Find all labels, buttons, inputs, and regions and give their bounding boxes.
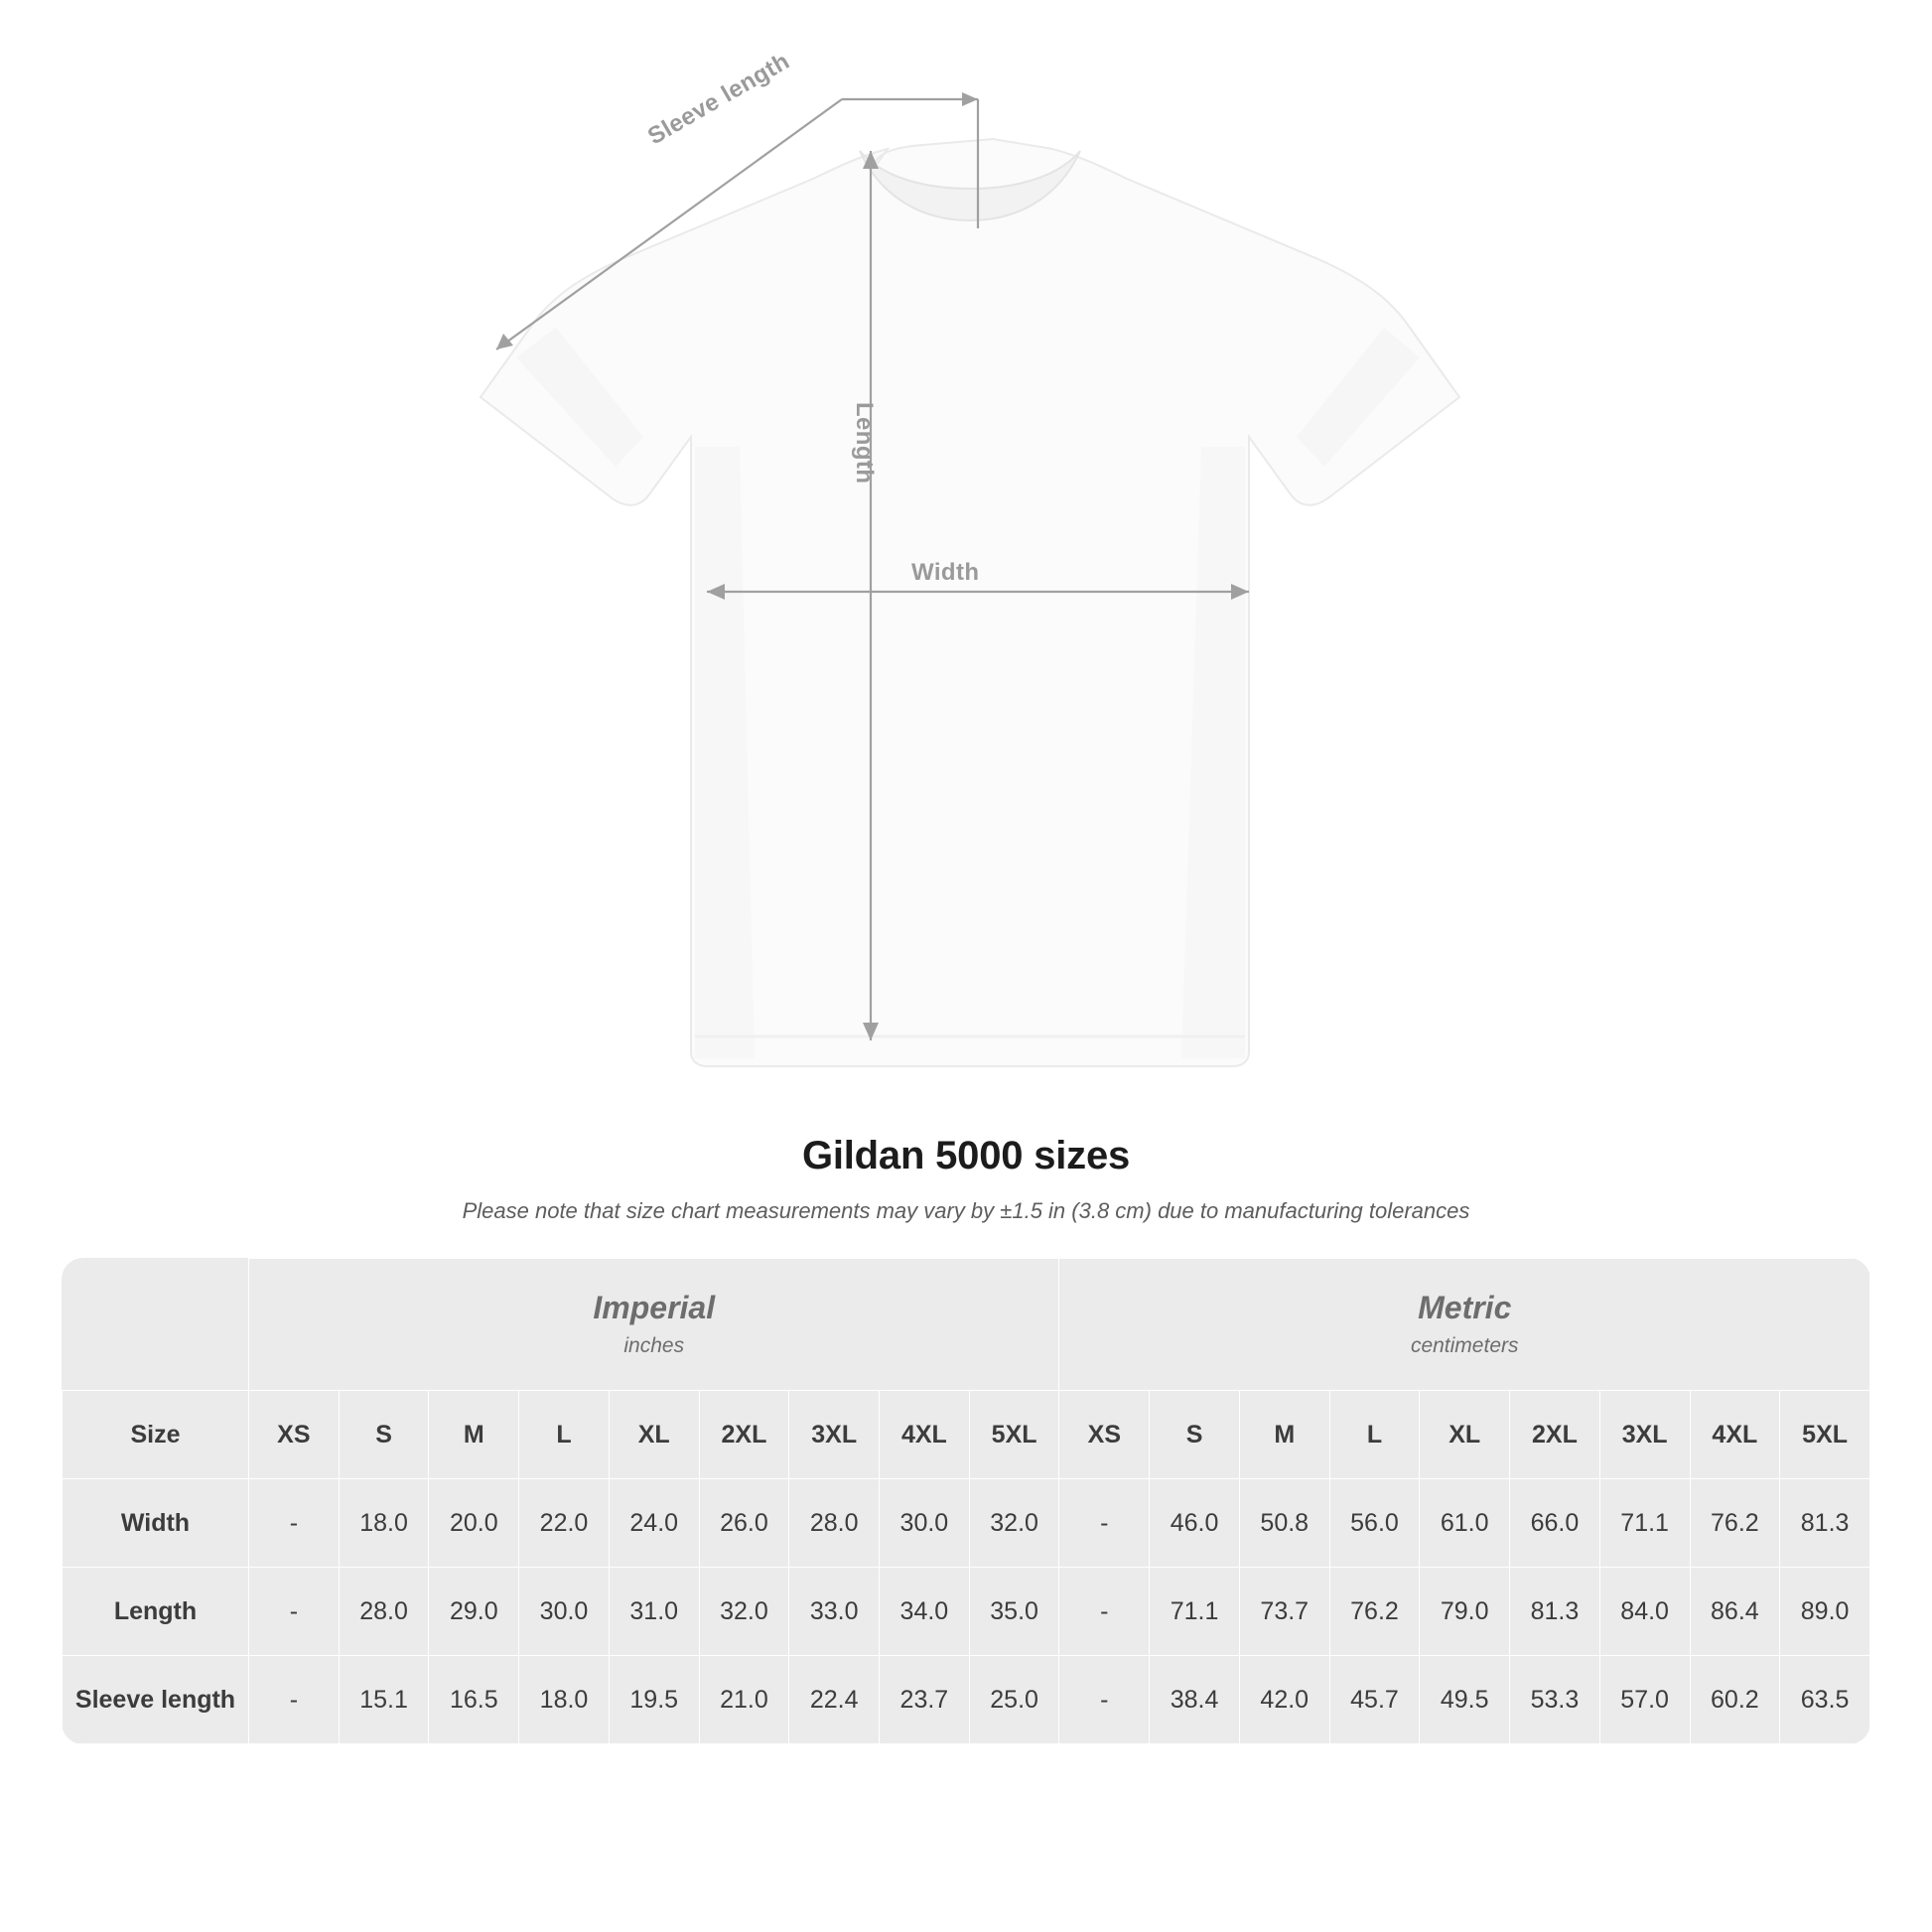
cell-sleeve-length: - <box>249 1656 340 1744</box>
cell-length: 32.0 <box>699 1568 789 1656</box>
size-col-header: M <box>429 1391 519 1479</box>
cell-sleeve-length: 49.5 <box>1420 1656 1510 1744</box>
unit-group-metric-sub: centimeters <box>1410 1333 1519 1357</box>
size-table <box>62 1258 1870 1744</box>
cell-sleeve-length: 19.5 <box>609 1656 699 1744</box>
cell-width: - <box>249 1479 340 1568</box>
row-label-sleeve-length: Sleeve length <box>63 1656 249 1744</box>
size-col-header: XL <box>1420 1391 1510 1479</box>
unit-group-imperial-name: Imperial <box>593 1290 716 1326</box>
size-col-header: L <box>1329 1391 1420 1479</box>
cell-width: 76.2 <box>1690 1479 1780 1568</box>
length-dimension-label: Length <box>851 402 878 484</box>
cell-width: 30.0 <box>880 1479 970 1568</box>
cell-width: 28.0 <box>789 1479 880 1568</box>
cell-sleeve-length: 38.4 <box>1150 1656 1240 1744</box>
cell-length: 28.0 <box>339 1568 429 1656</box>
cell-length: - <box>1059 1568 1150 1656</box>
cell-length: 34.0 <box>880 1568 970 1656</box>
cell-width: 50.8 <box>1239 1479 1329 1568</box>
page-title: Gildan 5000 sizes <box>801 1134 1131 1177</box>
size-col-header: 5XL <box>1780 1391 1870 1479</box>
cell-sleeve-length: 16.5 <box>429 1656 519 1744</box>
size-col-header: 2XL <box>1510 1391 1600 1479</box>
cell-width: 71.1 <box>1599 1479 1690 1568</box>
cell-width: 61.0 <box>1420 1479 1510 1568</box>
size-col-header: S <box>339 1391 429 1479</box>
cell-sleeve-length: 45.7 <box>1329 1656 1420 1744</box>
page-subtitle: Please note that size chart measurements may vary by ±1.5 in (3.8 cm) due to manufacturing tolerances <box>462 1198 1470 1223</box>
size-col-header: 5XL <box>969 1391 1059 1479</box>
row-label-length: Length <box>63 1568 249 1656</box>
size-col-header: M <box>1239 1391 1329 1479</box>
size-col-header: 4XL <box>1690 1391 1780 1479</box>
title-block <box>0 1134 1932 1224</box>
cell-length: 73.7 <box>1239 1568 1329 1656</box>
unit-header-row <box>63 1259 1870 1391</box>
cell-length: 84.0 <box>1599 1568 1690 1656</box>
cell-length: 29.0 <box>429 1568 519 1656</box>
cell-length: 35.0 <box>969 1568 1059 1656</box>
size-col-header: 4XL <box>880 1391 970 1479</box>
cell-width: 24.0 <box>609 1479 699 1568</box>
cell-width: - <box>1059 1479 1150 1568</box>
cell-width: 26.0 <box>699 1479 789 1568</box>
cell-length: 89.0 <box>1780 1568 1870 1656</box>
cell-length: 31.0 <box>609 1568 699 1656</box>
size-col-header: XS <box>249 1391 340 1479</box>
cell-sleeve-length: 25.0 <box>969 1656 1059 1744</box>
cell-sleeve-length: 57.0 <box>1599 1656 1690 1744</box>
size-col-header: 3XL <box>789 1391 880 1479</box>
sleeve-length-dimension-label: Sleeve length <box>643 48 795 151</box>
cell-sleeve-length: 15.1 <box>339 1656 429 1744</box>
cell-length: 33.0 <box>789 1568 880 1656</box>
size-col-header: L <box>519 1391 610 1479</box>
size-col-header: 2XL <box>699 1391 789 1479</box>
size-col-header: S <box>1150 1391 1240 1479</box>
cell-length: 86.4 <box>1690 1568 1780 1656</box>
cell-sleeve-length: 53.3 <box>1510 1656 1600 1744</box>
unit-group-imperial <box>249 1259 1059 1391</box>
size-col-header: XL <box>609 1391 699 1479</box>
cell-length: 30.0 <box>519 1568 610 1656</box>
cell-length: 71.1 <box>1150 1568 1240 1656</box>
size-col-header: XS <box>1059 1391 1150 1479</box>
cell-width: 18.0 <box>339 1479 429 1568</box>
cell-width: 22.0 <box>519 1479 610 1568</box>
cell-sleeve-length: 60.2 <box>1690 1656 1780 1744</box>
size-header-row <box>63 1391 1870 1479</box>
cell-width: 81.3 <box>1780 1479 1870 1568</box>
cell-sleeve-length: 22.4 <box>789 1656 880 1744</box>
cell-sleeve-length: 23.7 <box>880 1656 970 1744</box>
cell-length: 81.3 <box>1510 1568 1600 1656</box>
cell-sleeve-length: 18.0 <box>519 1656 610 1744</box>
unit-group-imperial-sub: inches <box>623 1333 685 1357</box>
unit-group-metric-name: Metric <box>1418 1290 1512 1326</box>
cell-length: - <box>249 1568 340 1656</box>
row-label-width: Width <box>63 1479 249 1568</box>
table-corner-left <box>63 1259 249 1391</box>
cell-length: 79.0 <box>1420 1568 1510 1656</box>
cell-sleeve-length: 21.0 <box>699 1656 789 1744</box>
cell-sleeve-length: 42.0 <box>1239 1656 1329 1744</box>
cell-width: 46.0 <box>1150 1479 1240 1568</box>
width-dimension-label: Width <box>911 559 980 586</box>
unit-group-metric <box>1059 1259 1870 1391</box>
cell-width: 56.0 <box>1329 1479 1420 1568</box>
size-table-wrapper <box>62 1258 1870 1744</box>
cell-sleeve-length: 63.5 <box>1780 1656 1870 1744</box>
size-col-header: 3XL <box>1599 1391 1690 1479</box>
cell-width: 20.0 <box>429 1479 519 1568</box>
cell-width: 32.0 <box>969 1479 1059 1568</box>
table-row <box>63 1568 1870 1656</box>
cell-width: 66.0 <box>1510 1479 1600 1568</box>
size-header-label: Size <box>63 1391 249 1479</box>
table-row <box>63 1479 1870 1568</box>
cell-sleeve-length: - <box>1059 1656 1150 1744</box>
cell-length: 76.2 <box>1329 1568 1420 1656</box>
table-row <box>63 1656 1870 1744</box>
